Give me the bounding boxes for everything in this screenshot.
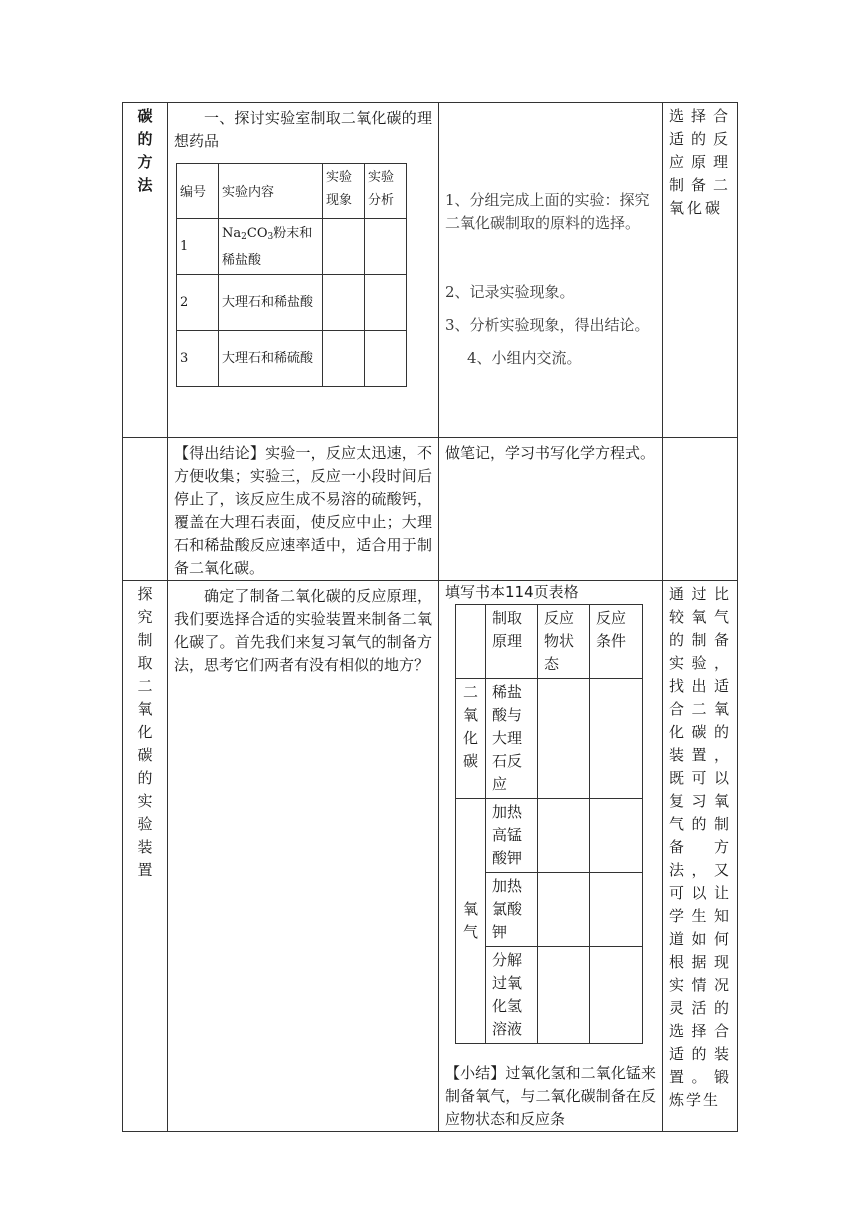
empty-cell: [323, 219, 365, 275]
fill-instruction: [439, 581, 662, 604]
teacher-activity-cell: [168, 581, 439, 1132]
table-header-row: [456, 605, 643, 679]
conclusion-text: [168, 438, 438, 580]
table-header-row: [177, 164, 407, 219]
table-row: [177, 275, 407, 331]
method-cell: 加热氯酸钾: [486, 873, 538, 947]
student-activity-cell: [439, 438, 663, 581]
gas-label: 二 氧 化 碳: [456, 679, 486, 799]
design-purpose: 通过比较氧气的制备实验，找出适合二氧化碳的装置，既可以复习氧气的制备方法，又可以让学生知道如何根据现实情况灵活的选择合适的装置。锻炼学生: [669, 585, 731, 1109]
student-step: 1、分组完成上面的实验：探究二氧化碳制取的原料的选择。: [445, 191, 650, 232]
header-cell: [456, 605, 486, 679]
page-number: 114: [505, 583, 534, 601]
student-activity-cell: [439, 103, 663, 438]
table-row: [123, 103, 738, 438]
experiment-content: [219, 219, 323, 275]
student-step: 4、小组内交流。: [467, 349, 582, 367]
summary-body: 过氧化氢和二氧化锰来制备氧气，与二氧化碳制备在反应物状态和反应条: [445, 1064, 656, 1128]
header-cell: 反应条件: [590, 605, 643, 679]
method-cell: 分解过氧化氢溶液: [486, 947, 538, 1044]
empty-cell: [365, 219, 407, 275]
empty-cell: [365, 331, 407, 387]
lesson-plan-table: [122, 102, 738, 1132]
method-cell: 加热高锰酸钾: [486, 799, 538, 873]
header-cell: 编号: [177, 164, 219, 219]
row-number: 3: [177, 331, 219, 387]
purpose-cell: [663, 581, 738, 1132]
summary-label: 【小结】: [445, 1064, 506, 1082]
stage-label: 探 究 制 取 二 氧 化 碳 的 实 验 装 置: [137, 585, 153, 879]
empty-cell: [538, 873, 590, 947]
table-row: [456, 799, 643, 873]
formula-part: CO: [246, 225, 268, 241]
stage-cell: [123, 103, 168, 438]
experiment-table: [176, 163, 407, 387]
stage-cell: [123, 581, 168, 1132]
empty-cell: [323, 331, 365, 387]
empty-cell: [365, 275, 407, 331]
header-cell: 实验分析: [365, 164, 407, 219]
header-cell: 反应物状态: [538, 605, 590, 679]
student-step: 2、记录实验现象。: [445, 283, 575, 301]
table-row: [123, 438, 738, 581]
empty-cell: [538, 679, 590, 799]
conclusion-label: 【得出结论】: [174, 444, 266, 462]
empty-cell: [590, 679, 643, 799]
fill-suffix: 页表格: [533, 583, 579, 601]
formula-part: 粉末和稀盐酸: [222, 225, 313, 268]
student-step: 3、分析实验现象，得出结论。: [445, 316, 650, 334]
teacher-activity-cell: [168, 103, 439, 438]
table-row: [177, 219, 407, 275]
row-number: 1: [177, 219, 219, 275]
formula-subscript: 2: [241, 231, 247, 242]
teacher-prompt: 确定了制备二氧化碳的反应原理，我们要选择合适的实验装置来制备二氧化碳了。首先我们来复习氧气的制备方法，思考它们两者有没有相似的地方？: [174, 587, 432, 674]
section-heading: 一、探讨实验室制取二氧化碳的理想药品: [174, 109, 432, 150]
stage-cell: [123, 438, 168, 581]
purpose-cell: [663, 103, 738, 438]
empty-cell: [590, 799, 643, 873]
table-row: [177, 331, 407, 387]
empty-cell: [590, 947, 643, 1044]
teacher-activity-cell: [168, 438, 439, 581]
summary-text: [439, 1044, 662, 1131]
empty-cell: [538, 947, 590, 1044]
table-row: [123, 581, 738, 1132]
row-number: 2: [177, 275, 219, 331]
stage-label: 碳 的 方 法: [137, 107, 153, 194]
formula-subscript: 3: [267, 231, 274, 242]
purpose-cell: [663, 438, 738, 581]
empty-cell: [323, 275, 365, 331]
header-cell: 实验现象: [323, 164, 365, 219]
gas-label: 氧 气: [456, 799, 486, 1044]
experiment-content: 大理石和稀盐酸: [219, 275, 323, 331]
method-cell: 稀盐酸与大理石反应: [486, 679, 538, 799]
table-row: [456, 679, 643, 799]
comparison-table: [455, 604, 643, 1044]
experiment-content: 大理石和稀硫酸: [219, 331, 323, 387]
student-note: 做笔记，学习书写化学方程式。: [445, 444, 656, 462]
header-cell: 实验内容: [219, 164, 323, 219]
header-cell: 制取原理: [486, 605, 538, 679]
empty-cell: [538, 799, 590, 873]
formula-part: Na: [222, 225, 242, 241]
student-activity-cell: [439, 581, 663, 1132]
fill-prefix: 填写书本: [445, 583, 506, 601]
design-purpose: 选择合适的反应原理制备二氧化碳: [669, 107, 731, 217]
empty-cell: [590, 873, 643, 947]
conclusion-body: 实验一，反应太迅速，不方便收集；实验三，反应一小段时间后停止了，该反应生成不易溶的硫酸钙，覆盖在大理石表面，使反应中止；大理石和稀盐酸反应速率适中，适合用于制备二氧化碳。: [174, 444, 432, 577]
